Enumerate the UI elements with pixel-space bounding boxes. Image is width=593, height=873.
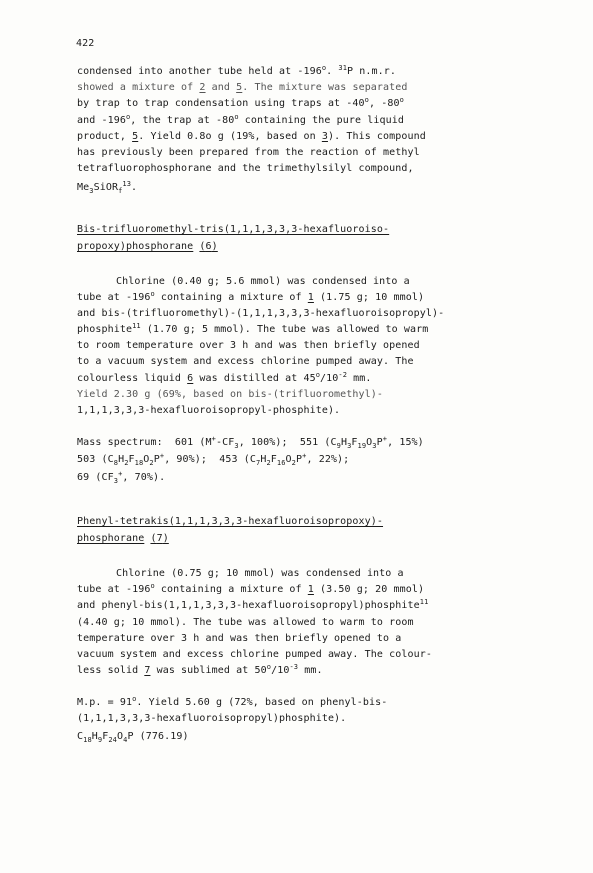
text-line: showed a mixture of 2 and 5. The mixture was separated [77, 82, 408, 93]
text-line: colourless liquid 6 was distilled at $45^o/10^{-2}$ mm. [77, 371, 372, 384]
text-line: vacuum system and excess chlorine pumped away. The colour- [77, 649, 432, 660]
text-line: by trap to trap condensation using traps at -40$^o$, -80$^o$ [77, 96, 404, 109]
text-line: Chlorine (0.75 g; 10 mmol) was condensed into a [116, 568, 404, 579]
text-line: M.p. = $91^o$. Yield 5.60 g (72%, based on phenyl-bis- [77, 695, 388, 708]
text-line: tube at -196$^o$ containing a mixture of 1 (3.50 g; 20 mmol) [77, 582, 425, 595]
text-line: and -196$^o$, the trap at -80$^o$ containing the pure liquid [77, 113, 404, 126]
mass-spectrum-line: 69 ($CF_3^+$, 70%). [77, 470, 166, 485]
text-line: condensed into another tube held at -196$^o$. $^{31}$P n.m.r. [77, 64, 397, 77]
text-line: tetrafluorophosphorane and the trimethylsilyl compound, [77, 163, 414, 174]
text-line: $Me_3SiOR_f^{13}$. [77, 180, 138, 195]
section-heading: Phenyl-tetrakis(1,1,1,3,3,3-hexafluoroisopropoxy)- [77, 516, 384, 527]
section-heading: propoxy)phosphorane (6) [77, 241, 218, 252]
text-line: Chlorine (0.40 g; 5.6 mmol) was condensed into a [116, 276, 410, 287]
text-line: phosphite$^{11}$ (1.70 g; 5 mmol). The tube was allowed to warm [77, 322, 429, 335]
section-heading: Bis-trifluoromethyl-tris(1,1,1,3,3,3-hexafluoroiso- [77, 224, 390, 235]
page-number: 422 [76, 38, 95, 49]
molecular-formula: $C_{18}H_9F_{24}O_4P$ (776.19) [77, 731, 189, 744]
text-line: and bis-(trifluoromethyl)-(1,1,1,3,3,3-hexafluoroisopropyl)- [77, 308, 445, 319]
text-line: less solid 7 was sublimed at $50^o/10^{-3}$ mm. [77, 663, 323, 676]
mass-spectrum-line: 503 ($C_8H_2F_{18}O_2P^+$, 90%); 453 ($C_7H_2F_{16}O_2P^+$, 22%); [77, 452, 350, 467]
text-line: tube at -196$^o$ containing a mixture of 1 (1.75 g; 10 mmol) [77, 290, 425, 303]
text-line: has previously been prepared from the reaction of methyl [77, 147, 420, 158]
text-line: 1,1,1,3,3,3-hexafluoroisopropyl-phosphite). [77, 405, 341, 416]
mass-spectrum-line: Mass spectrum: 601 ($M^+-CF_3$, 100%); 551 ($C_9H_3F_{19}O_3P^+$, 15%) [77, 435, 424, 450]
text-line: and phenyl-bis(1,1,1,3,3,3-hexafluoroisopropyl)phosphite$^{11}$ [77, 598, 429, 611]
section-heading: phosphorane (7) [77, 533, 169, 544]
text-line: (1,1,1,3,3,3-hexafluoroisopropyl)phosphite). [77, 713, 347, 724]
text-line: to a vacuum system and excess chlorine pumped away. The [77, 356, 414, 367]
text-line: temperature over 3 h and was then briefly opened to a [77, 633, 402, 644]
text-line: product, 5. Yield 0.8o g (19%, based on 3). This compound [77, 131, 426, 142]
text-line: Yield 2.30 g (69%, based on bis-(trifluoromethyl)- [77, 389, 384, 400]
text-line: (4.40 g; 10 mmol). The tube was allowed to warm to room [77, 617, 414, 628]
text-line: to room temperature over 3 h and was then briefly opened [77, 340, 420, 351]
